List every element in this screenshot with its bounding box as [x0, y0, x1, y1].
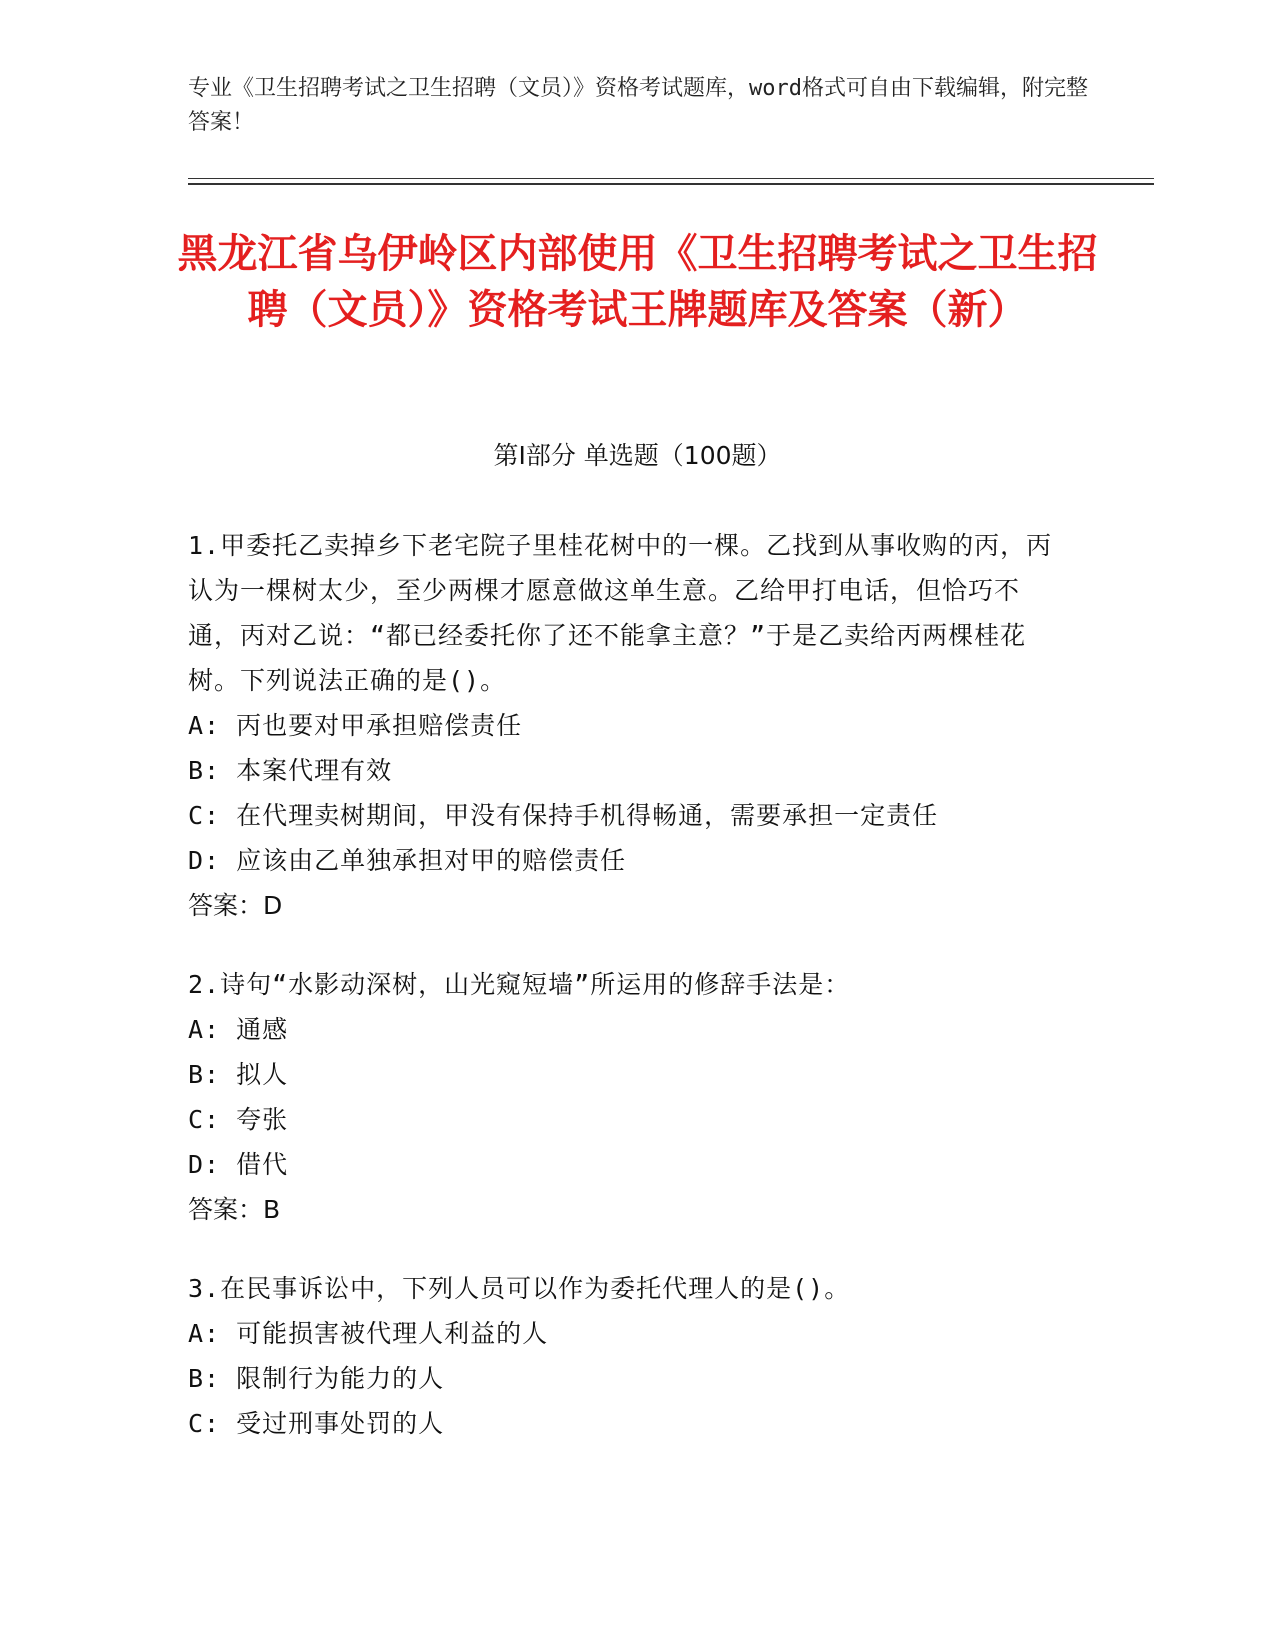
option-a: A: 丙也要对甲承担赔偿责任 [188, 711, 523, 740]
header-note: 专业《卫生招聘考试之卫生招聘（文员）》资格考试题库，word格式可自由下载编辑，附完整答案！ [188, 76, 1088, 135]
question-stem: 2.诗句“水影动深树，山光窥短墙”所运用的修辞手法是： [188, 970, 851, 999]
option-a: A: 可能损害被代理人利益的人 [188, 1319, 549, 1348]
option-a: A: 通感 [188, 1015, 289, 1044]
option-b: B: 限制行为能力的人 [188, 1364, 445, 1393]
option-d: D: 应该由乙单独承担对甲的赔偿责任 [188, 846, 627, 875]
option-b: B: 拟人 [188, 1060, 289, 1089]
question-2 [188, 962, 1068, 1232]
question-list [188, 523, 1068, 1480]
question-1 [188, 523, 1068, 928]
question-stem: 1.甲委托乙卖掉乡下老宅院子里桂花树中的一棵。乙找到从事收购的丙，丙认为一棵树太少，至少两棵才愿意做这单生意。乙给甲打电话，但恰巧不通，丙对乙说：“都已经委托你了还不能拿主意？”于是乙卖给丙两棵桂花树。下列说法正确的是()。 [188, 531, 1053, 695]
option-c: C: 在代理卖树期间，甲没有保持手机得畅通，需要承担一定责任 [188, 801, 939, 830]
section-title: 第Ⅰ部分 单选题（100题） [493, 441, 782, 470]
answer: 答案：B [188, 1195, 281, 1224]
header-divider-thick [188, 183, 1154, 185]
question-3 [188, 1266, 1068, 1446]
header-divider-thin [188, 178, 1154, 179]
option-b: B: 本案代理有效 [188, 756, 393, 785]
option-c: C: 夸张 [188, 1105, 289, 1134]
answer: 答案：D [188, 891, 283, 920]
document-title: 黑龙江省乌伊岭区内部使用《卫生招聘考试之卫生招聘（文员）》资格考试王牌题库及答案（新） [177, 231, 1098, 333]
option-c: C: 受过刑事处罚的人 [188, 1409, 445, 1438]
option-d: D: 借代 [188, 1150, 289, 1179]
question-stem: 3.在民事诉讼中，下列人员可以作为委托代理人的是()。 [188, 1274, 851, 1303]
